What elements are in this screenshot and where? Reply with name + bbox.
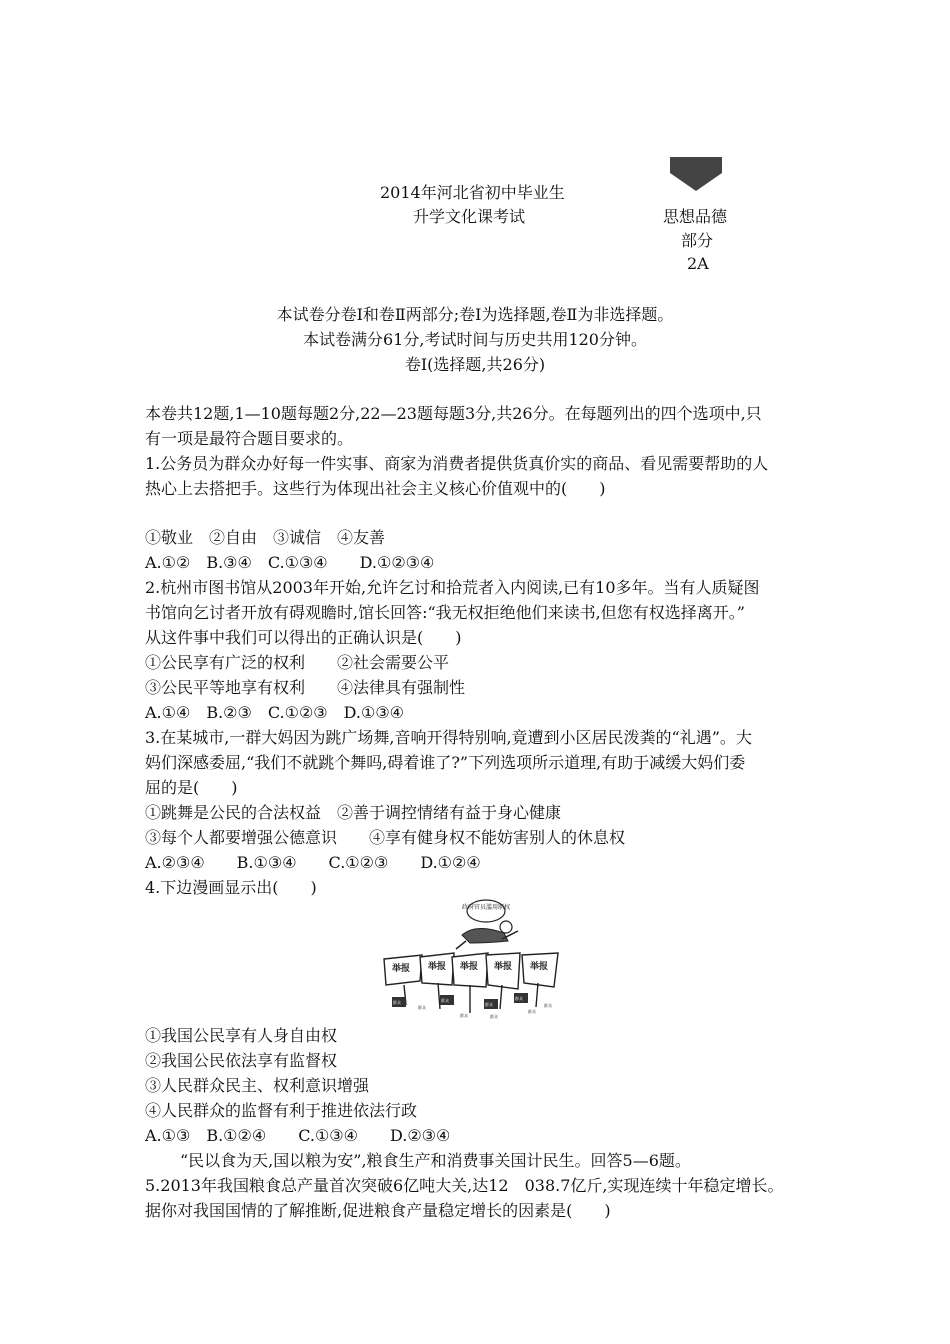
passage-5-6: “民以食为天,国以粮为安”,粮食生产和消费事关国计民生。回答5—6题。 (180, 1151, 691, 1170)
small-label: 群众 (460, 1013, 468, 1018)
q3-options: A.②③④ B.①③④ C.①②③ D.①②④ (145, 853, 481, 872)
pentagon-marker-icon (670, 157, 722, 191)
instructions-line1: 本卷共12题,1—10题每题2分,22—23题每题3分,共26分。在每题列出的四个选项中,只 (145, 404, 762, 423)
q4-stem: 4.下边漫画显示出( ) (145, 878, 317, 897)
q4-statements-line2: ②我国公民依法享有监督权 (145, 1051, 338, 1070)
q5-stem-line2: 据你对我国国情的了解推断,促进粮食产量稳定增长的因素是( ) (145, 1201, 611, 1220)
q3-stem-line3: 屈的是( ) (145, 778, 238, 797)
q3-statements-line1: ①跳舞是公民的合法权益 ②善于调控情绪有益于身心健康 (145, 803, 562, 822)
small-label: 群众 (490, 1014, 498, 1019)
subject-name: 思想品德 (663, 207, 728, 226)
cartoon-illustration (378, 897, 564, 1020)
subject-part: 部分 (681, 231, 714, 250)
q2-statements-line1: ①公民享有广泛的权利 ②社会需要公平 (145, 653, 450, 672)
sign-label: 举报 (392, 964, 411, 974)
cartoon-caption: 政府官员滥用职权 (461, 904, 511, 911)
q2-options: A.①④ B.②③ C.①②③ D.①③④ (145, 703, 405, 722)
box-label: 群众 (393, 1000, 401, 1005)
q5-stem-line1: 5.2013年我国粮食总产量首次突破6亿吨大关,达12 038.7亿斤,实现连续十年稳定增长。 (145, 1176, 784, 1195)
sign-label: 举报 (428, 962, 447, 972)
sign-label: 举报 (460, 962, 479, 972)
q4-statements-line3: ③人民群众民主、权利意识增强 (145, 1076, 370, 1095)
exam-title-line1: 2014年河北省初中毕业生 (380, 183, 565, 202)
box-label: 群众 (515, 996, 523, 1001)
small-label: 群众 (418, 1005, 426, 1010)
q1-options: A.①② B.③④ C.①③④ D.①②③④ (145, 553, 435, 572)
intro-line2: 本试卷满分61分,考试时间与历史共用120分钟。 (303, 330, 647, 349)
box-label: 群众 (485, 1002, 493, 1007)
q4-options: A.①③ B.①②④ C.①③④ D.②③④ (145, 1126, 451, 1145)
sign-label: 举报 (530, 962, 549, 972)
q3-statements-line2: ③每个人都要增强公德意识 ④享有健身权不能妨害别人的休息权 (145, 828, 626, 847)
q1-stem-line1: 1.公务员为群众办好每一件实事、商家为消费者提供货真价实的商品、看见需要帮助的人 (145, 454, 769, 473)
instructions-line2: 有一项是最符合题目要求的。 (145, 429, 354, 448)
sign-label: 举报 (494, 962, 513, 972)
q2-statements-line2: ③公民平等地享有权利 ④法律具有强制性 (145, 678, 466, 697)
small-label: 群众 (544, 1003, 552, 1008)
q2-stem-line2: 书馆向乞讨者开放有碍观瞻时,馆长回答:“我无权拒绝他们来读书,但您有权选择离开。” (145, 603, 745, 622)
q3-stem-line1: 3.在某城市,一群大妈因为跳广场舞,音响开得特别响,竟遭到小区居民泼粪的“礼遇”。大 (145, 728, 752, 747)
q3-stem-line2: 妈们深感委屈,“我们不就跳个舞吗,碍着谁了?”下列选项所示道理,有助于减缓大妈们委 (145, 753, 746, 772)
q4-statements-line1: ①我国公民享有人身自由权 (145, 1026, 338, 1045)
q4-statements-line4: ④人民群众的监督有利于推进依法行政 (145, 1101, 418, 1120)
q2-stem-line1: 2.杭州市图书馆从2003年开始,允许乞讨和拾荒者入内阅读,已有10多年。当有人质疑图 (145, 578, 760, 597)
exam-title-line2: 升学文化课考试 (413, 207, 526, 226)
small-label: 群众 (528, 1009, 536, 1014)
paper-code: 2A (687, 254, 709, 273)
q2-stem-line3: 从这件事中我们可以得出的正确认识是( ) (145, 628, 462, 647)
section-title: 卷Ⅰ(选择题,共26分) (404, 355, 546, 374)
intro-line1: 本试卷分卷Ⅰ和卷Ⅱ两部分;卷Ⅰ为选择题,卷Ⅱ为非选择题。 (276, 305, 674, 324)
q1-stem-line2: 热心上去搭把手。这些行为体现出社会主义核心价值观中的( ) (145, 479, 606, 498)
q1-statements: ①敬业 ②自由 ③诚信 ④友善 (145, 528, 386, 547)
box-label: 群众 (441, 998, 449, 1003)
